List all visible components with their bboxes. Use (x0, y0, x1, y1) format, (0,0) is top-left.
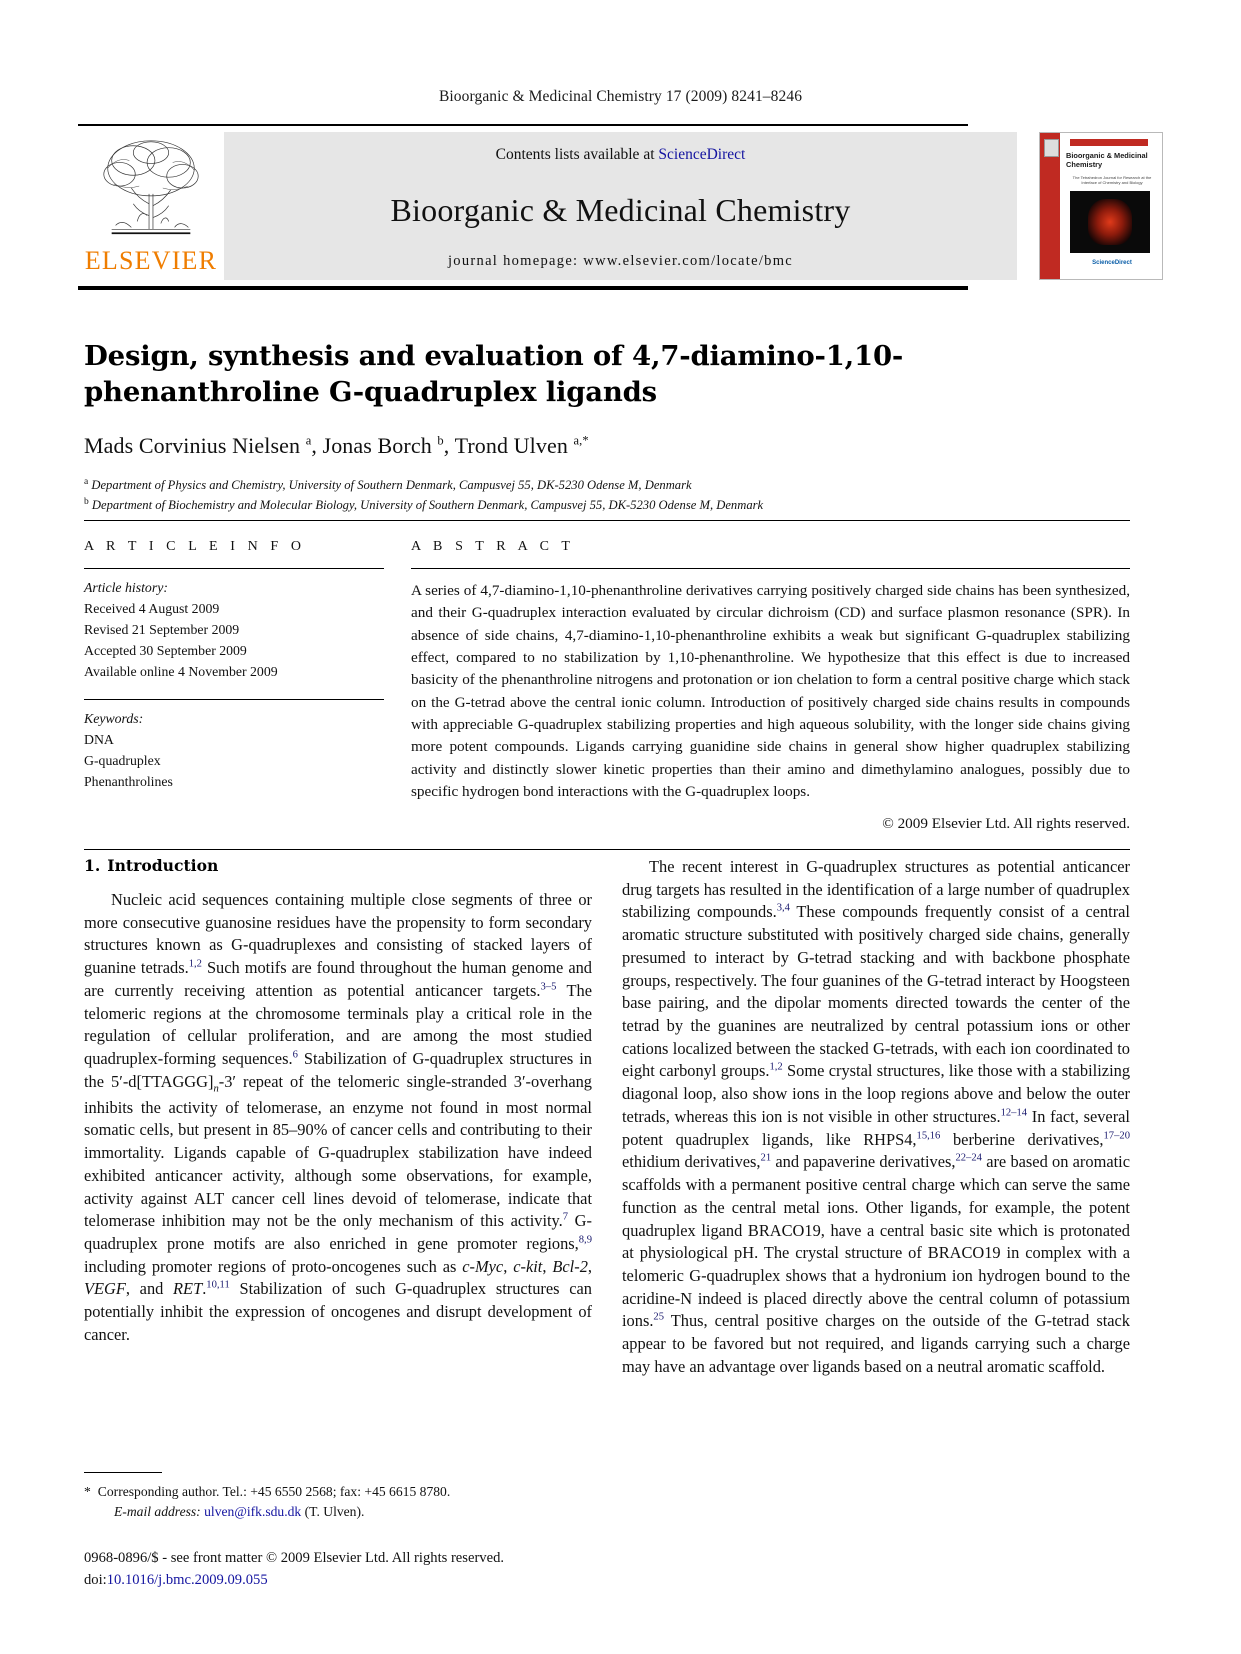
footnote-star-marker: * (84, 1484, 91, 1499)
abstract-rule (411, 568, 1130, 569)
history-item: Revised 21 September 2009 (84, 621, 240, 637)
affiliation-a: $^a$ Department of Physics and Chemistry, University of Southern Denmark, Campusvej 55, DK-5230 Odense M, Denmark (84, 476, 692, 492)
journal-title: Bioorganic & Medicinal Chemistry (390, 192, 851, 228)
history-item: Available online 4 November 2009 (84, 663, 278, 679)
keywords-block (84, 709, 384, 793)
title-block (84, 338, 1034, 516)
affiliation-b: $^b$ Department of Biochemistry and Molecular Biology, University of Southern Denmark, Campusvej 55, DK-5230 Odense M, Denmark (84, 497, 764, 513)
history-item: Accepted 30 September 2009 (84, 642, 247, 658)
keyword-item: DNA (84, 731, 114, 747)
cover-corner-mark (1044, 139, 1059, 157)
contents-available-line (224, 146, 1017, 164)
email-address-suffix: (T. Ulven). (304, 1504, 365, 1520)
keywords-rule (84, 699, 384, 700)
email-address-link[interactable]: ulven@ifk.sdu.dk (204, 1504, 302, 1520)
running-head: Bioorganic & Medicinal Chemistry 17 (2009) 8241–8246 (438, 88, 803, 105)
page-title: Design, synthesis and evaluation of 4,7-diamino-1,10-phenanthroline G-quadruplex ligands (84, 340, 904, 409)
abstract-copyright: © 2009 Elsevier Ltd. All rights reserved. (882, 815, 1130, 833)
keyword-item: Phenanthrolines (84, 773, 173, 789)
cover-journal-title: Bioorganic & Medicinal Chemistry (1066, 151, 1148, 170)
info-abstract-band (84, 520, 1130, 850)
article-history-label: Article history: (84, 580, 168, 595)
band-bottom-rule (84, 849, 1130, 850)
footnote-email-line (84, 1502, 592, 1522)
section-heading-text: Introduction (107, 856, 219, 875)
contents-prefix: Contents lists available at (495, 146, 659, 163)
abstract-heading: A B S T R A C T (411, 539, 575, 554)
journal-masthead (78, 124, 1163, 290)
cover-top-bar (1070, 139, 1148, 146)
article-info-heading: A R T I C L E I N F O (84, 539, 306, 554)
cover-artwork (1070, 191, 1150, 253)
masthead-bottom-rule (78, 286, 968, 290)
body-column-right (622, 856, 1130, 1379)
cover-footer (1066, 259, 1158, 267)
issn-copyright-line: 0968-0896/$ - see front matter © 2009 Elsevier Ltd. All rights reserved. (84, 1550, 505, 1566)
corresponding-author-footnote (84, 1472, 592, 1523)
email-address-label: E-mail address: (114, 1504, 201, 1520)
cover-artwork-inner (1088, 199, 1132, 245)
band-column-gap (384, 539, 411, 833)
cover-sciencedirect-badge: ScienceDirect (1092, 259, 1132, 266)
affiliations (84, 475, 1034, 516)
body-column-gap (592, 856, 622, 1379)
doi-prefix: doi: (84, 1571, 107, 1588)
imprint-block (84, 1548, 644, 1592)
elsevier-wordmark: ELSEVIER (84, 246, 218, 275)
article-info-rule (84, 568, 384, 569)
affiliation-a-text: Department of Physics and Chemistry, University of Southern Denmark, Campusvej 55, DK-5230 Odense M, Denmark (91, 477, 692, 492)
masthead-body (78, 132, 1163, 280)
journal-cover-thumbnail (1039, 132, 1163, 280)
section-title-introduction (84, 856, 592, 875)
article-history (84, 578, 384, 683)
intro-paragraph-1: Nucleic acid sequences containing multiple close segments of three or more consecutive guanosine residues have the propensity to form secondary structures known as G-quadruplexes and consisting of stacked layers of guanine tetrads.$^{1,2}$ Such motifs are found throughout the human genome and are currently receiving attention as potential anticancer targets.$^{3-5}$ The telomeric regions at the chromosome terminals play a critical role in the regulation of cellular proliferation, and are among the most studied quadruplex-forming sequences.$^6$ Stabilization of G-quadruplex structures in the $5'-d[TTAGGG]_n-3'$ repeat of the telomeric single-stranded 3′-overhang inhibits the activity of telomerase, an enzyme not found in most normal somatic cells, but present in 85–90% of cancer cells and contributing to their immortality. Ligands capable of G-quadruplex stabilization have indeed exhibited anticancer activity, although some observations, for example, activity against ALT cancer cell lines devoid of telomerase, indicate that telomerase inhibition may not be the only mechanism of this activity.$^7$ G-quadruplex prone motifs are also enriched in gene promoter regions,$^{8,9}$ including promoter regions of proto-oncogenes such as c-Myc, c-kit, Bcl-2, VEGF, and RET.$^{10,11}$ Stabilization of such G-quadruplex structures can potentially inhibit the expression of oncogenes and disrupt development of cancer. (84, 890, 593, 1344)
abstract-text: A series of 4,7-diamino-1,10-phenanthroline derivatives carrying positively charged side chains has been synthesized, and their G-quadruplex interaction evaluated by circular dichroism (CD) and surface plasmon resonance (SPR). In absence of side chains, 4,7-diamino-1,10-phenanthroline exhibits a weak but significant G-quadruplex stabilizing effect, compared to no stabilization by 1,10-phenanthroline. We hypothesize that this effect is due to increased basicity of the phenanthroline nitrogens and protonation or ion chelation to form a central positive charge which stack on the G-tetrad above the central ionic column. Introduction of positively charged side chains results in compounds with appreciable G-quadruplex stabilizing properties and high aqueous solubility, with the longer side chains giving more potent compounds. Ligands carrying guanidine side chains in general show higher quadruplex stabilizing activity and distinctly slower kinetic properties than their amino and dimethylamino analogues, possibly due to specific hydrogen bond interactions with the G-quadruplex loops. (411, 582, 1130, 801)
keyword-item: G-quadruplex (84, 752, 161, 768)
masthead-top-rule (78, 124, 968, 126)
footnote-rule (84, 1472, 162, 1473)
footnote-corresponding-text: Corresponding author. Tel.: +45 6550 2568; fax: +45 6615 8780. (97, 1484, 451, 1499)
history-item: Received 4 August 2009 (84, 600, 220, 616)
cover-subtitle: The Tetrahedron Journal for Research at the Interface of Chemistry and Biology (1072, 175, 1152, 186)
footnote-corresponding-line (84, 1482, 592, 1502)
band-top-rule (84, 520, 1130, 521)
elsevier-logo-block (78, 132, 224, 280)
article-info-column (84, 539, 384, 833)
abstract-column (411, 539, 1130, 833)
body-columns (84, 856, 1130, 1379)
doi-line (84, 1570, 644, 1592)
affiliation-b-text: Department of Biochemistry and Molecular Biology, University of Southern Denmark, Campusvej 55, DK-5230 Odense M, Denmark (91, 498, 764, 513)
section-number: 1. (84, 856, 101, 875)
masthead-grey-band (224, 132, 1017, 280)
elsevier-tree-icon (92, 134, 210, 246)
journal-homepage-line[interactable]: journal homepage: www.elsevier.com/locate/bmc (447, 253, 794, 269)
band-columns (84, 539, 1130, 833)
intro-paragraph-2: The recent interest in G-quadruplex structures as potential anticancer drug targets has resulted in the identification of a large number of quadruplex stabilizing compounds.$^{3,4}$ These compounds frequently consist of a central aromatic structure substituted with positively charged side chains, generally presumed to interact by G-tetrad stacking and with backbone phosphate groups, respectively. The four guanines of the G-tetrad interact by Hoogsteen base pairing, and the dipolar moments directed towards the center of the tetrad by the guanines are neutralized by central potassium ions or other cations localized between the stacked G-tetrads, with each ion coordinated to eight carbonyl groups.$^{1,2}$ Some crystal structures, like those with a stabilizing diagonal loop, also show ions in the loop regions above and below the outer tetrads, whereas this ion is not visible in other structures.$^{12-14}$ In fact, several potent quadruplex ligands, like RHPS4,$^{15,16}$ berberine derivatives,$^{17-20}$ ethidium derivatives,$^{21}$ and papaverine derivatives,$^{22-24}$ are based on aromatic scaffolds with a permanent positive central charge which can serve the same function as the central metal ions. Other ligands, for example, the potent quadruplex ligand BRACO19, have a central basic site which is protonated at physiological pH. The crystal structure of BRACO19 in complex with a telomeric G-quadruplex shows that a hydronium ion hydrogen bound to the acridine-N indeed is placed directly above the central column of potassium ions.$^{25}$ Thus, central positive charges on the outside of the G-tetrad stack appear to be favored but not required, and ligands carrying such a charge may have an advantage over ligands based on a neutral aromatic scaffold. (622, 857, 1131, 1376)
body-column-left (84, 856, 592, 1379)
sciencedirect-link[interactable]: ScienceDirect (658, 146, 746, 163)
keywords-label: Keywords: (84, 710, 144, 726)
doi-link[interactable]: 10.1016/j.bmc.2009.09.055 (106, 1571, 268, 1588)
author-list: Mads Corvinius Nielsen $^a$, Jonas Borch $^b$, Trond Ulven $^{a,*}$ (84, 432, 589, 458)
